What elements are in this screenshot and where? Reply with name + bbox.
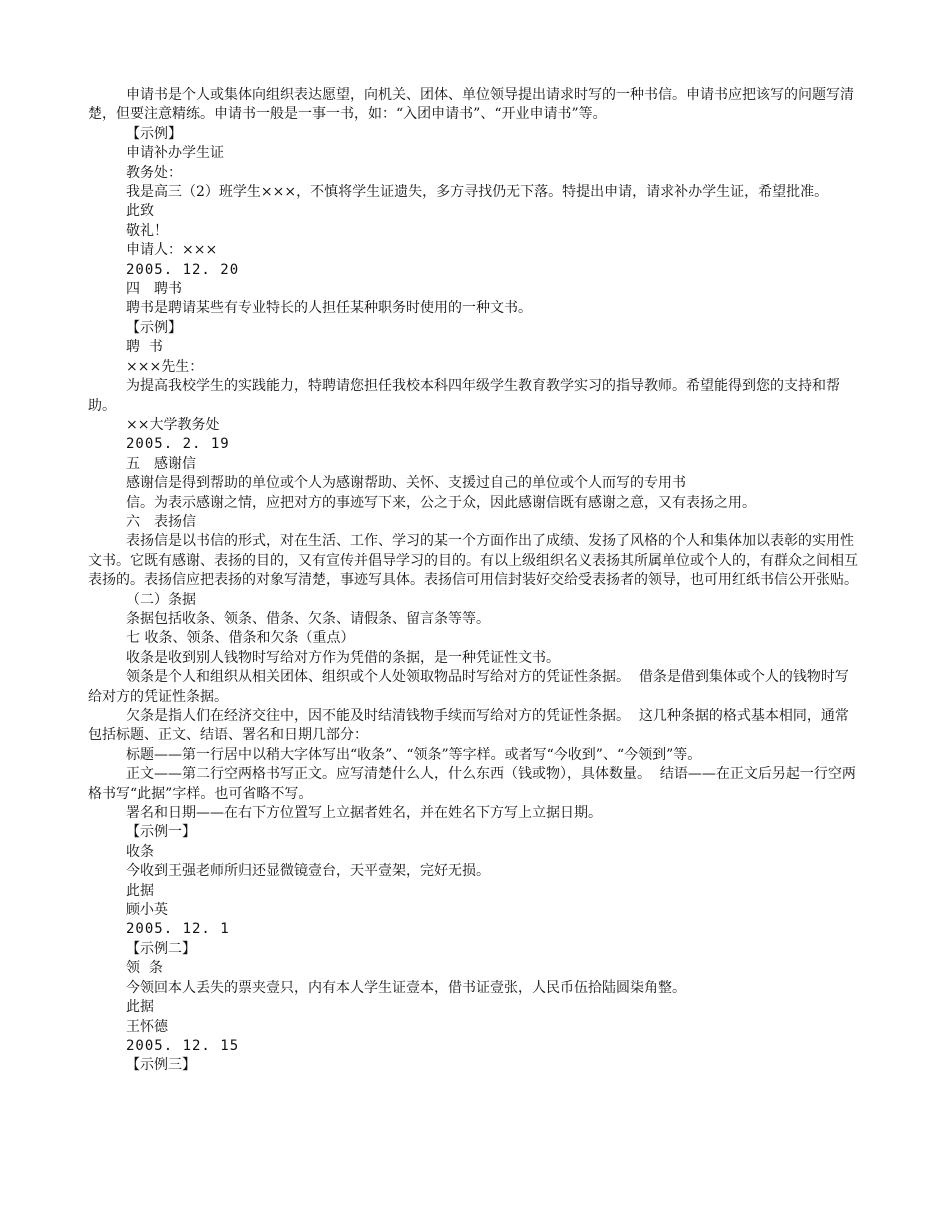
paragraph-line: 聘 书 [126, 339, 163, 356]
paragraph-line: 敬礼！ [126, 222, 168, 239]
paragraph-line: 顾小英 [126, 902, 168, 919]
paragraph-line: 信。为表示感谢之情，应把对方的事迹写下来，公之于众，因此感谢信既有感谢之意，又有表扬之用。 [126, 494, 756, 511]
paragraph-line: 【示例】 [126, 125, 182, 142]
paragraph-line: 今领回本人丢失的票夹壹只，内有本人学生证壹本，借书证壹张，人民币伍拾陆圆柒角整。 [126, 979, 686, 996]
paragraph-line: 【示例二】 [126, 940, 196, 957]
paragraph-line: 【示例】 [126, 319, 182, 336]
paragraph-line: 领条是个人和组织从相关团体、组织或个人处领取物品时写给对方的凭证性条据。 借条是借到集体或个人的钱物时写给对方的凭证性条据。 [88, 669, 849, 705]
paragraph-line: 今收到王强老师所归还显微镜壹台，天平壹架，完好无损。 [126, 863, 490, 880]
document-body [88, 86, 862, 1076]
paragraph-line: 表扬信是以书信的形式，对在生活、工作、学习的某一个方面作出了成绩、发扬了风格的个人和集体加以表彰的实用性文书。它既有感谢、表扬的目的，又有宣传并倡导学习的目的。有以上级组织名义表扬其所属单位或个人的，有群众之间相互表扬的。表扬信应把表扬的对象写清楚，事迹写具体。表扬信可用信封装好交给受表扬者的领导，也可用红纸书信公开张贴。 [88, 533, 858, 589]
paragraph-line: 此据 [126, 882, 154, 899]
paragraph-line: 七 收条、领条、借条和欠条（重点） [126, 630, 355, 647]
paragraph-line: 此致 [126, 203, 154, 220]
paragraph-line: 【示例三】 [126, 1057, 196, 1074]
paragraph-line: 领 条 [126, 960, 163, 977]
paragraph-line: 六 表扬信 [126, 513, 196, 530]
paragraph-line: 申请书是个人或集体向组织表达愿望，向机关、团体、单位领导提出请求时写的一种书信。申请书应把该写的问题写清楚，但要注意精练。申请书一般是一事一书，如：“入团申请书”、“开业申请书”等。 [88, 87, 854, 123]
paragraph-line: 【示例一】 [126, 824, 196, 841]
paragraph-line: 我是高三（2）班学生×××，不慎将学生证遗失，多方寻找仍无下落。特提出申请，请求补办学生证，希望批准。 [126, 184, 829, 201]
paragraph-line: 感谢信是得到帮助的单位或个人为感谢帮助、关怀、支援过自己的单位或个人而写的专用书 [126, 475, 686, 492]
paragraph-line: 五 感谢信 [126, 455, 196, 472]
paragraph-line: 收条 [126, 843, 154, 860]
paragraph-line: 署名和日期——在右下方位置写上立据者姓名，并在姓名下方写上立据日期。 [126, 805, 602, 822]
paragraph-line: 欠条是指人们在经济交往中，因不能及时结清钱物手续而写给对方的凭证性条据。 这几种条据的格式基本相同，通常包括标题、正文、结语、署名和日期几部分： [88, 708, 849, 744]
paragraph-line: （二）条据 [126, 591, 196, 608]
paragraph-line: 为提高我校学生的实践能力，特聘请您担任我校本科四年级学生教育教学实习的指导教师。希望能得到您的支持和帮助。 [88, 378, 840, 414]
paragraph-line: 条据包括收条、领条、借条、欠条、请假条、留言条等等。 [126, 610, 490, 627]
paragraph-line: ×××先生： [126, 358, 204, 375]
paragraph-line: 教务处： [126, 164, 182, 181]
paragraph-line: 收条是收到别人钱物时写给对方作为凭借的条据，是一种凭证性文书。 [126, 649, 560, 666]
paragraph-line: 正文——第二行空两格书写正文。应写清楚什么人，什么东西（钱或物），具体数量。 结语——在正文后另起一行空两格书写“此据”字样。也可省略不写。 [88, 766, 856, 802]
paragraph-line: 2005. 12. 15 [126, 1037, 240, 1054]
paragraph-line: 标题——第一行居中以稍大字体写出“收条”、“领条”等字样。或者写“今收到”、“今领到”等。 [126, 746, 702, 763]
paragraph-line: 2005. 2. 19 [126, 436, 230, 453]
paragraph-line: 申请人：××× [126, 242, 218, 259]
paragraph-line: 2005. 12. 1 [126, 921, 230, 938]
paragraph-line: 聘书是聘请某些有专业特长的人担任某种职务时使用的一种文书。 [126, 300, 532, 317]
paragraph-line: ××大学教务处 [126, 416, 220, 433]
paragraph-line: 王怀德 [126, 1018, 168, 1035]
paragraph-line: 申请补办学生证 [126, 145, 224, 162]
paragraph-line: 四 聘书 [126, 281, 182, 298]
paragraph-line: 此据 [126, 999, 154, 1016]
paragraph-line: 2005. 12. 20 [126, 261, 240, 278]
